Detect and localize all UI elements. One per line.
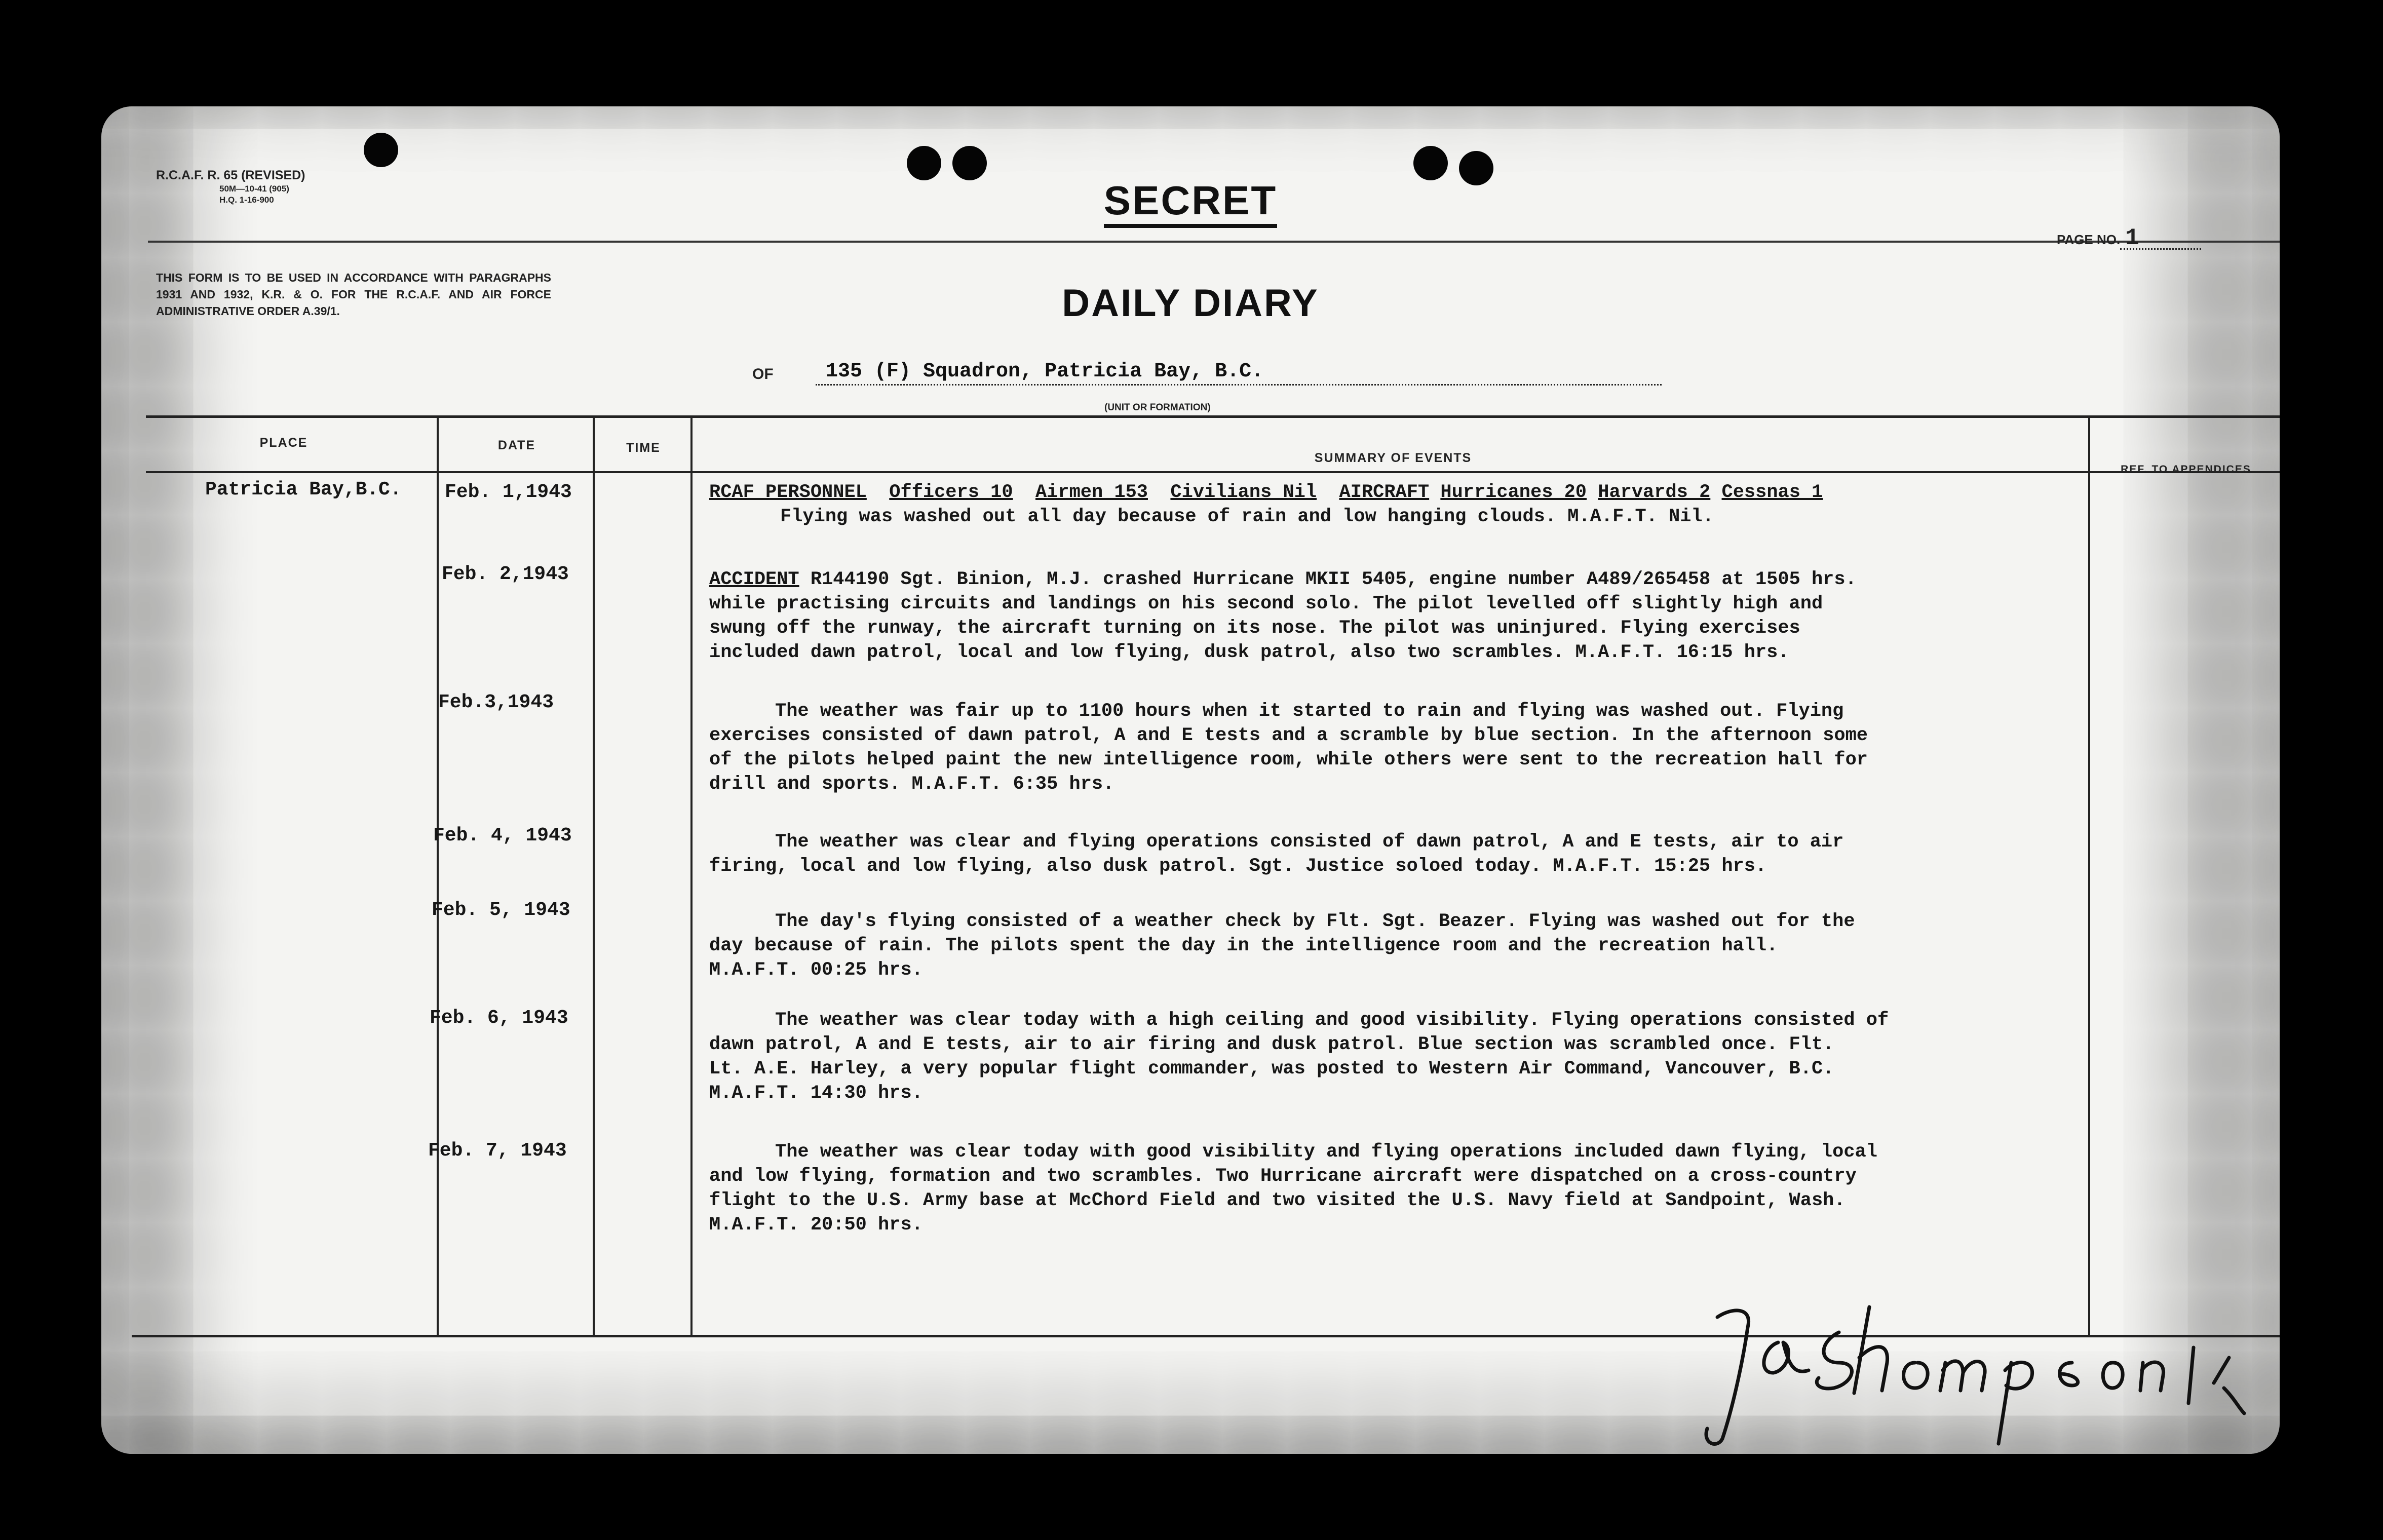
- entry-feb-4: [709, 830, 2067, 878]
- entry-line: of the pilots helped paint the new intelligence room, while others were sent to the recreation hall for: [709, 749, 1868, 771]
- entry-feb-2: [709, 567, 2067, 665]
- entry-line: dawn patrol, A and E tests, air to air firing and dusk patrol. Blue section was scrambled once. Flt.: [709, 1034, 1834, 1055]
- aircraft-harvards: Harvards 2: [1598, 482, 1711, 503]
- form-id-line2: 50M—10-41 (905): [219, 184, 289, 194]
- punch-hole: [952, 146, 987, 180]
- date-cell: Feb. 6, 1943: [430, 1007, 568, 1029]
- entry-line: [709, 567, 2067, 592]
- entry-feb-7: [709, 1140, 2067, 1237]
- page-number-label: PAGE NO.: [2057, 232, 2121, 247]
- entry-line: and low flying, formation and two scrambles. Two Hurricane aircraft were dispatched on a cross-country: [709, 1166, 1857, 1187]
- entry-line: exercises consisted of dawn patrol, A and E tests and a scramble by blue section. In the afternoon some: [709, 725, 1868, 746]
- table-top-rule: [146, 415, 2280, 418]
- entry-line: swung off the runway, the aircraft turning on its nose. The pilot was uninjured. Flying exercises: [709, 618, 1800, 639]
- personnel-officers: Officers 10: [889, 482, 1013, 503]
- classification-text: SECRET: [1104, 178, 1278, 228]
- entry-line: The weather was clear and flying operations consisted of dawn patrol, A and E tests, air to air: [775, 831, 1844, 853]
- entry-line: drill and sports. M.A.F.T. 6:35 hrs.: [709, 774, 1114, 795]
- date-cell: Feb. 7, 1943: [428, 1140, 567, 1162]
- date-cell: Feb. 1,1943: [445, 481, 572, 503]
- punch-hole: [1413, 146, 1448, 180]
- column-divider: [2088, 416, 2090, 1336]
- diary-card: [101, 106, 2280, 1454]
- column-header-time: TIME: [626, 441, 661, 455]
- table-header-rule: [146, 471, 2280, 473]
- entry-line: day because of rain. The pilots spent the day in the intelligence room and the recreation hall.: [709, 935, 1778, 956]
- page-title: DAILY DIARY: [1062, 282, 1319, 325]
- entry-feb-1: [709, 480, 2067, 529]
- column-header-summary: SUMMARY OF EVENTS: [1314, 451, 1472, 465]
- entry-line: The weather was fair up to 1100 hours when it started to rain and flying was washed out. Flying: [775, 701, 1844, 722]
- entry-line: while practising circuits and landings on his second solo. The pilot levelled off slightly high and: [709, 593, 1823, 614]
- entry-line: Lt. A.E. Harley, a very popular flight commander, was posted to Western Air Command, Vancouver, B.C.: [709, 1058, 1834, 1080]
- column-divider: [690, 416, 693, 1336]
- entry-text: R144190 Sgt. Binion, M.J. crashed Hurricane MKII 5405, engine number A489/265458 at 1505 hrs.: [810, 569, 1857, 590]
- classification-heading: [101, 177, 2280, 224]
- form-id-line3: H.Q. 1-16-900: [219, 195, 274, 205]
- entry-line: The weather was clear today with a high ceiling and good visibility. Flying operations consisted of: [775, 1010, 1889, 1031]
- handwritten-signature: [1687, 1287, 2254, 1454]
- accident-label: ACCIDENT: [709, 569, 799, 590]
- column-divider: [437, 416, 439, 1336]
- aircraft-hurricanes: Hurricanes 20: [1440, 482, 1587, 503]
- punch-hole: [364, 133, 398, 167]
- header-rule: [148, 241, 2280, 243]
- form-notice: THIS FORM IS TO BE USED IN ACCORDANCE WITH PARAGRAPHS 1931 AND 1932, K.R. & O. FOR THE R.C.A.F. AND AIR FORCE ADMINISTRATIVE ORDER A.39/1.: [156, 271, 551, 318]
- entry-feb-6: [709, 1008, 2067, 1105]
- column-header-date: DATE: [497, 438, 536, 452]
- entry-line: The weather was clear today with good visibility and flying operations included dawn flying, local: [775, 1141, 1877, 1163]
- column-header-ref: REF. TO APPENDICES: [2121, 464, 2251, 475]
- entry-line: included dawn patrol, local and low flying, dusk patrol, also two scrambles. M.A.F.T. 16:15 hrs.: [709, 642, 1789, 663]
- entry-feb-5: [709, 909, 2067, 982]
- form-id-line1: R.C.A.F. R. 65 (REVISED): [156, 168, 305, 182]
- entry-line: M.A.F.T. 20:50 hrs.: [709, 1214, 923, 1236]
- entry-line: firing, local and low flying, also dusk patrol. Sgt. Justice soloed today. M.A.F.T. 15:25 hrs.: [709, 856, 1767, 877]
- entry-feb-3: [709, 699, 2067, 796]
- punch-hole: [907, 146, 941, 180]
- page-number: [2057, 225, 2201, 251]
- aircraft-label: AIRCRAFT: [1339, 482, 1430, 503]
- date-cell: Feb. 4, 1943: [433, 825, 572, 846]
- column-header-place: PLACE: [259, 436, 308, 450]
- unit-value: 135 (F) Squadron, Patricia Bay, B.C.: [816, 360, 1662, 386]
- column-divider: [593, 416, 595, 1336]
- place-cell: Patricia Bay,B.C.: [205, 479, 402, 500]
- personnel-airmen: Airmen 153: [1035, 482, 1148, 503]
- aircraft-cessnas: Cessnas 1: [1721, 482, 1823, 503]
- entry-line: M.A.F.T. 14:30 hrs.: [709, 1083, 923, 1104]
- personnel-line: [709, 480, 2067, 505]
- page-number-value: 1: [2120, 228, 2201, 250]
- unit-caption: (UNIT OR FORMATION): [1104, 402, 1211, 413]
- personnel-civilians: Civilians Nil: [1170, 482, 1317, 503]
- date-cell: Feb. 5, 1943: [432, 899, 570, 921]
- entry-line: Flying was washed out all day because of rain and low hanging clouds. M.A.F.T. Nil.: [780, 506, 1714, 527]
- entry-line: The day's flying consisted of a weather check by Flt. Sgt. Beazer. Flying was washed out for the: [775, 911, 1855, 932]
- personnel-label: RCAF PERSONNEL: [709, 482, 867, 503]
- unit-prefix: OF: [752, 366, 774, 382]
- entry-line: flight to the U.S. Army base at McChord Field and two visited the U.S. Navy field at Sandpoint, Wash.: [709, 1190, 1846, 1211]
- date-cell: Feb. 2,1943: [442, 563, 569, 585]
- date-cell: Feb.3,1943: [438, 691, 554, 713]
- entry-line: M.A.F.T. 00:25 hrs.: [709, 959, 923, 981]
